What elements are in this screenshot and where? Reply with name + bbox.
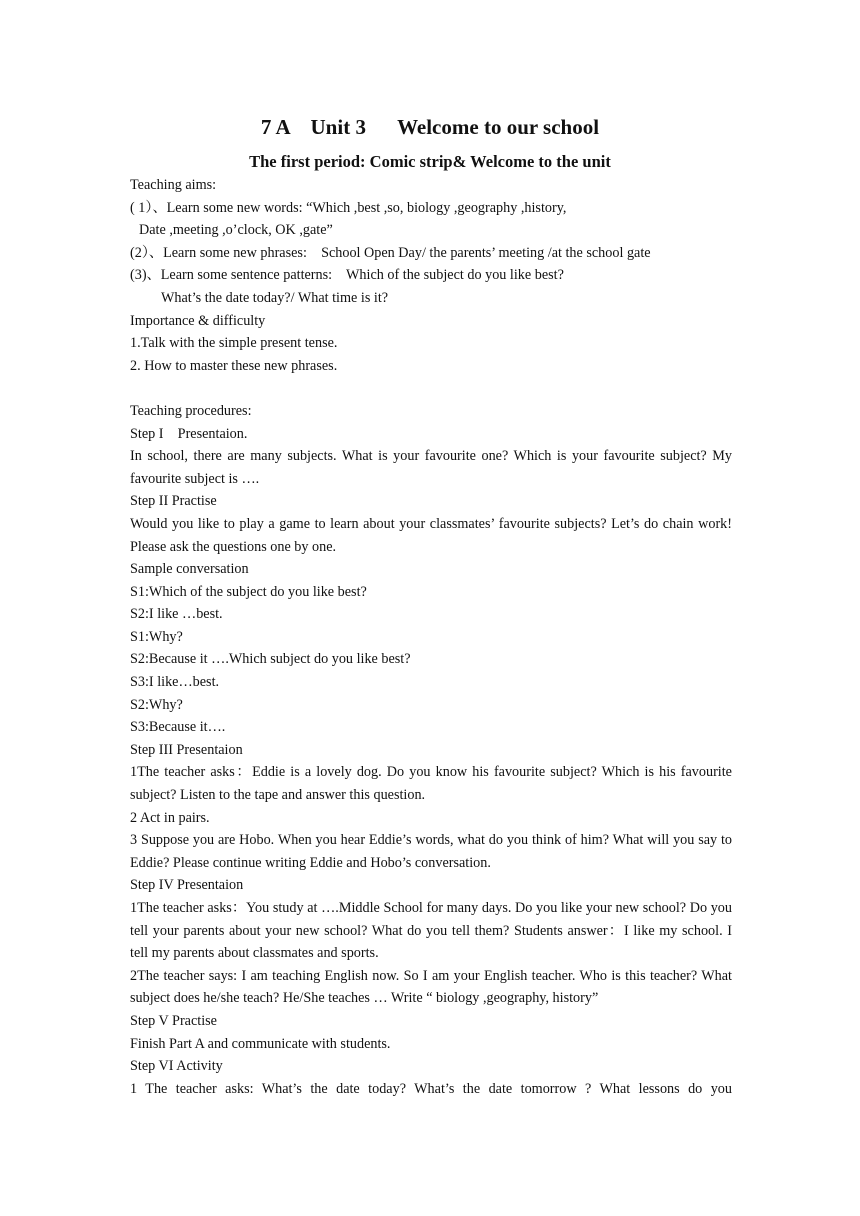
step-5-text: Finish Part A and communicate with students. — [130, 1035, 391, 1052]
importance-item-2: 2. How to master these new phrases. — [130, 357, 338, 374]
step-3-item-2: 2 Act in pairs. — [130, 809, 210, 826]
document-subtitle: The first period: Comic strip& Welcome to the unit — [249, 152, 611, 171]
document-title: 7 A Unit 3 Welcome to our school — [260, 115, 600, 139]
teaching-aims-heading: Teaching aims: — [130, 177, 217, 193]
aim-3: (3)、Learn some sentence patterns: Which of the subject do you like best? — [130, 267, 564, 284]
blank-line — [130, 377, 732, 400]
step-3-item-1: 1The teacher asks：Eddie is a lovely dog. Do you know his favourite subject? Which is his favourite subject? Listen to the tape and answer this question. — [130, 764, 732, 804]
step-2-heading: Step II Practise — [130, 493, 217, 510]
importance-item-1: 1.Talk with the simple present tense. — [130, 335, 338, 352]
sample-conversation-heading: Sample conversation — [130, 561, 249, 578]
step-1-text: In school, there are many subjects. What is your favourite one? Which is your favourite subject? My favourite subject is …. — [130, 448, 732, 487]
step-6-item-1: 1 The teacher asks: What’s the date today? What’s the date tomorrow ? What lessons do you — [130, 1080, 732, 1097]
conversation-line: S3:Because it…. — [130, 719, 226, 736]
aim-1-line-2: Date ,meeting ,o’clock, OK ,gate” — [139, 222, 333, 239]
conversation-line: S3:I like…best. — [130, 674, 220, 691]
aim-2: (2）、Learn some new phrases: School Open Day/ the parents’ meeting /at the school gate — [130, 244, 651, 261]
conversation-line: S1:Why? — [130, 628, 183, 645]
aim-3-line-2: What’s the date today?/ What time is it? — [161, 289, 389, 306]
step-3-item-3: 3 Suppose you are Hobo. When you hear Eddie’s words, what do you think of him? What will you say to Eddie? Please continue writing Eddie and Hobo’s conversation. — [130, 832, 732, 871]
step-4-item-1: 1The teacher asks：You study at ….Middle School for many days. Do you like your new school? Do you tell your parents about your new school? What do you tell them? Students answer：I like my school. I tell my parents about classmates and sports. — [130, 900, 732, 962]
importance-heading: Importance & difficulty — [130, 312, 266, 329]
step-4-item-2: 2The teacher says: I am teaching English now. So I am your English teacher. Who is this teacher? What subject does he/she teach? He/She teaches … Write “ biology ,geography, history” — [130, 967, 732, 1007]
step-5-heading: Step V Practise — [130, 1012, 217, 1029]
conversation-line: S2:Why? — [130, 696, 183, 713]
procedures-heading: Teaching procedures: — [130, 402, 252, 419]
step-1-heading: Step I Presentaion. — [130, 425, 248, 442]
step-4-heading: Step IV Presentaion — [130, 877, 244, 894]
aim-1-line-1: ( 1）、Learn some new words: “Which ,best ,so, biology ,geography ,history, — [130, 199, 567, 216]
step-6-heading: Step VI Activity — [130, 1058, 223, 1075]
step-3-heading: Step III Presentaion — [130, 741, 243, 758]
conversation-line: S2:I like …best. — [130, 606, 223, 623]
conversation-line: S1:Which of the subject do you like best? — [130, 583, 367, 600]
document-body — [130, 174, 732, 1100]
conversation-line: S2:Because it ….Which subject do you like best? — [130, 651, 411, 668]
step-2-text: Would you like to play a game to learn about your classmates’ favourite subjects? Let’s do chain work! Please ask the questions one by one. — [130, 515, 732, 555]
